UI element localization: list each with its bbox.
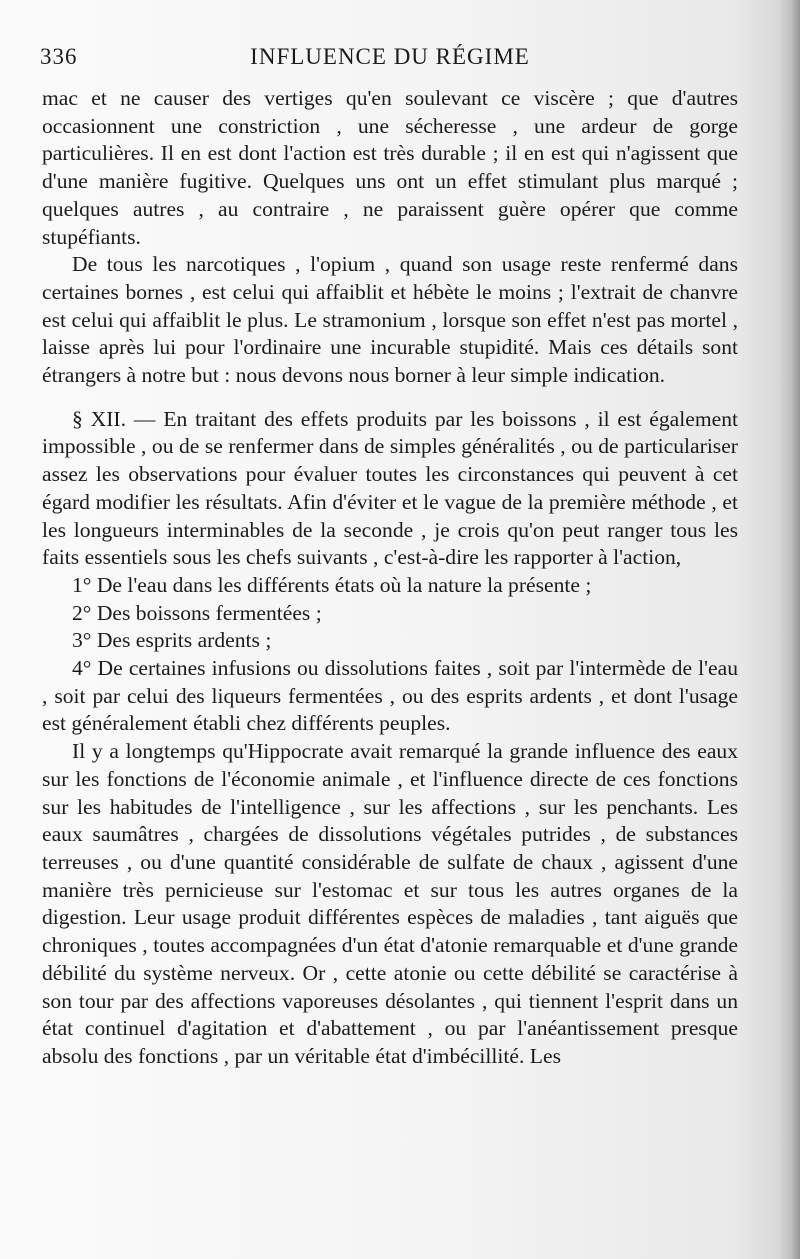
body-text — [42, 85, 738, 1071]
paragraph-hippocrate: Il y a longtemps qu'Hippocrate avait remarqué la grande influence des eaux sur les fonctions de l'économie animale , et l'influence directe de ces fonctions sur les habitudes de l'intelligence , sur les affections , sur les penchants. Les eaux saumâtres , chargées de dissolutions végétales putrides , de substances terreuses , ou d'une quantité considérable de sulfate de chaux , agissent d'une manière très pernicieuse sur l'estomac et sur tous les autres organes de la digestion. Leur usage produit différentes espèces de maladies , tant aiguës que chroniques , toutes accompagnées d'un état d'atonie remarquable et d'une grande débilité du système nerveux. Or , cette atonie ou cette débilité se caractérise à son tour par des affections vaporeuses désolantes , qui tiennent l'esprit dans un état continuel d'agitation et d'abattement , ou par l'anéantissement presque absolu des fonctions , par un véritable état d'imbécillité. Les — [42, 739, 738, 1068]
page-header — [40, 44, 740, 80]
page-edge-shadow — [778, 0, 800, 1259]
paragraph-narcotics: De tous les narcotiques , l'opium , quand son usage reste renfermé dans certaines bornes , est celui qui affaiblit et hébète le moins ; l'extrait de chanvre est celui qui affaiblit le plus. Le stramonium , lorsque son effet n'est pas mortel , laisse après lui pour l'ordinaire une incurable stupidité. Mais ces détails sont étrangers à notre but : nous devons nous borner à leur simple indication. — [42, 252, 738, 388]
list-item: 3° Des esprits ardents ; — [72, 628, 272, 653]
page-number: 336 — [40, 44, 78, 69]
paragraph-continuation: mac et ne causer des vertiges qu'en soulevant ce viscère ; que d'autres occasionnent une constriction , une sécheresse , une ardeur de gorge particulières. Il en est dont l'action est très durable ; il en est qui n'agissent que d'une manière fugitive. Quelques uns ont un effet stimulant plus marqué ; quelques autres , au contraire , ne paraissent guère opérer que comme stupéfiants. — [42, 86, 738, 249]
running-title: INFLUENCE DU RÉGIME — [250, 44, 530, 69]
list-item: 1° De l'eau dans les différents états où la nature la présente ; — [72, 572, 592, 597]
list-item: 2° Des boissons fermentées ; — [72, 600, 322, 625]
list-item: 4° De certaines infusions ou dissolutions faites , soit par l'intermède de l'eau , soit par celui des liqueurs fermentées , ou des esprits ardents , et dont l'usage est généralement établi chez différents peuples. — [42, 656, 738, 736]
paragraph-section-xii: § XII. — En traitant des effets produits par les boissons , il est également impossible , ou de se renfermer dans de simples généralités , ou de particulariser assez les observations pour évaluer toutes les circonstances qui peuvent à cet égard modifier les résultats. Afin d'éviter et le vague de la première méthode , et les longueurs interminables de la seconde , je crois qu'on peut ranger tous les faits essentiels sous les chefs suivants , c'est-à-dire les rapporter à l'action, — [42, 406, 738, 570]
